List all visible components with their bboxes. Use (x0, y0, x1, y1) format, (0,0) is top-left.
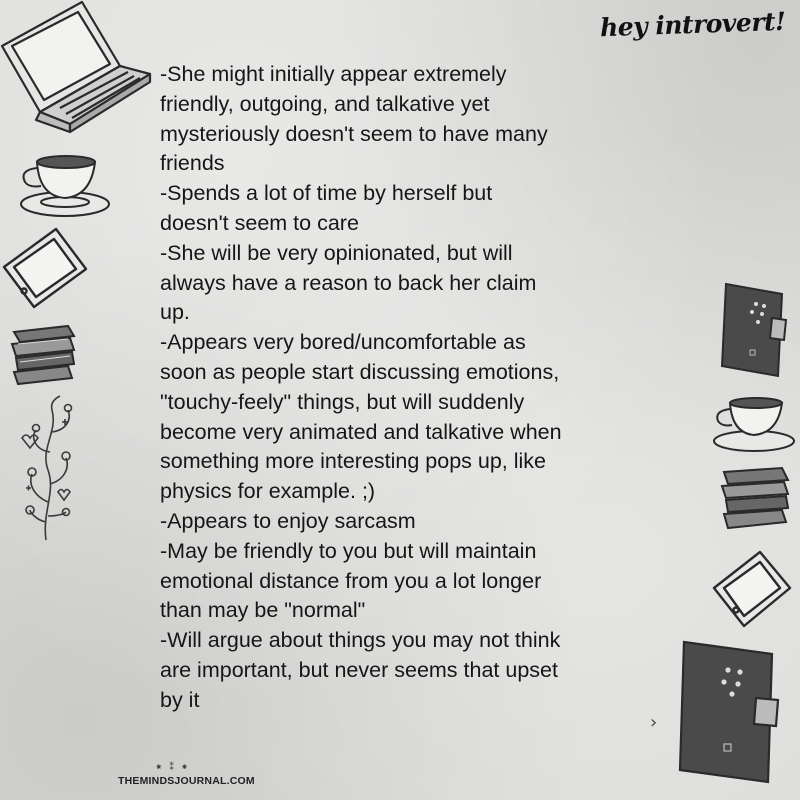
text-line: "touchy-feely" things, but will suddenly (160, 389, 525, 414)
text-line: -Appears very bored/uncomfortable as (160, 330, 526, 355)
footer-website: THEMINDSJOURNAL.COM (118, 775, 255, 787)
text-line: -Spends a lot of time by herself but (160, 181, 493, 206)
chevron-right-icon: › (650, 712, 658, 733)
teacup-icon (15, 152, 115, 220)
text-line: -May be friendly to you but will maintain (160, 538, 537, 563)
text-line: soon as people start discussing emotions, (160, 359, 560, 384)
tablet-icon (0, 225, 90, 315)
floral-vine-icon (12, 392, 82, 542)
text-line: mysteriously doesn't seem to have many (160, 121, 548, 146)
books-icon (8, 322, 80, 392)
text-line: by it (160, 687, 200, 712)
text-line: friends (160, 151, 225, 176)
text-line: emotional distance from you a lot longer (160, 568, 542, 593)
brand-title: hey introvert! (600, 6, 787, 43)
laptop-icon (0, 0, 160, 150)
text-line: -She might initially appear extremely (160, 62, 507, 86)
footer-ornament: ⁕ ⁑ ⁕ (155, 763, 191, 773)
body-text (160, 60, 660, 716)
teacup-icon (708, 395, 796, 453)
text-line: up. (160, 300, 190, 325)
text-line: friendly, outgoing, and talkative yet (160, 91, 490, 116)
text-line: doesn't seem to care (160, 210, 359, 235)
text-line: -Appears to enjoy sarcasm (160, 508, 416, 533)
text-line: -Will argue about things you may not think (160, 628, 561, 653)
text-line: physics for example. ;) (160, 479, 376, 504)
diary-icon (676, 636, 784, 786)
diary-icon (718, 280, 790, 380)
books-icon (718, 462, 794, 538)
text-line: always have a reason to back her claim (160, 270, 537, 295)
text-line: become very animated and talkative when (160, 419, 562, 444)
text-line: are important, but never seems that upset (160, 657, 558, 682)
text-line: something more interesting pops up, like (160, 449, 547, 474)
tablet-icon (710, 548, 794, 630)
text-line: than may be "normal" (160, 598, 366, 623)
text-line: -She will be very opinionated, but will (160, 240, 513, 265)
